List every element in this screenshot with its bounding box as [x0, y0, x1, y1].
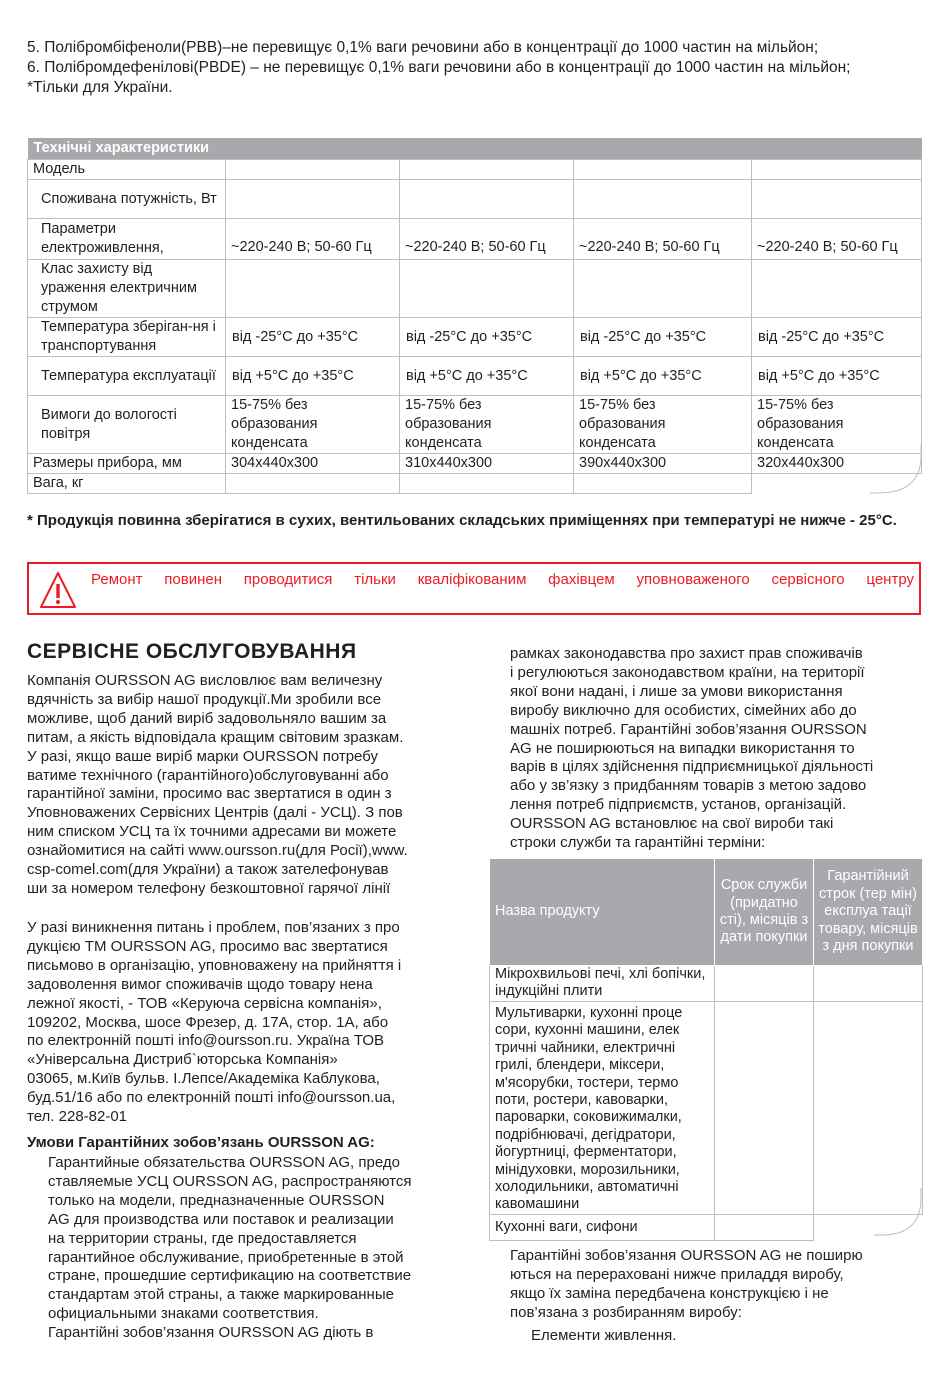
- service-paragraph-2: [27, 919, 462, 1127]
- text-line: «Універсальна Дистриб`юторська Компанія»: [27, 1051, 338, 1069]
- warning-text: Ремонт повинен проводитися тільки кваліфікованим фахівцем уповноваженого сервісного центру: [91, 571, 914, 588]
- text-line: гарантийное обслуживание, приобретенные в этой: [48, 1248, 404, 1266]
- table-cell: ~220-240 В; 50-60 Гц: [226, 219, 400, 260]
- text-line: задоволення вимог споживачів щодо товару нена: [27, 975, 373, 993]
- repair-warning-box: [27, 562, 921, 615]
- text-line: У разі виникнення питань і проблем, пов’язаних з про: [27, 919, 400, 936]
- text-line: Гарантійні зобов’язання OURSSON AG не поширю: [510, 1247, 863, 1264]
- text-line: 109202, Москва, шосе Фрезер, д. 17А, стор. 1А, або: [27, 1013, 389, 1031]
- warranty-header-product: Назва продукту: [490, 859, 715, 966]
- table-cell: від +5°C до +35°C: [574, 357, 752, 396]
- text-line: якої вони надані, і лише за умови використання: [510, 682, 843, 700]
- table-cell: [400, 260, 574, 318]
- table-cell: [574, 260, 752, 318]
- table-corner-curve: [870, 444, 922, 494]
- table-cell: [574, 180, 752, 219]
- table-cell: [400, 160, 574, 180]
- text-line: ються на перераховані нижче приладдя виробу,: [510, 1265, 844, 1283]
- table-cell: [574, 160, 752, 180]
- storage-note: * Продукція повинна зберігатися в сухих, вентильованих складських приміщеннях при температурі не нижче - 25°C.: [27, 512, 897, 529]
- table-cell: від +5°C до +35°C: [400, 357, 574, 396]
- specifications-table: [27, 138, 922, 494]
- text-line: гарантійної заміни, просимо вас звертатися в один з: [27, 785, 392, 803]
- table-row: [28, 474, 922, 494]
- text-line: питам, а якість відповідала кращим світовим зразкам.: [27, 728, 404, 746]
- table-row: [28, 318, 922, 357]
- table-cell: від +5°C до +35°C: [226, 357, 400, 396]
- specifications-title: Технічні характеристики: [28, 138, 922, 160]
- text-line: AG не поширюються на випадки використання то: [510, 739, 855, 757]
- row-label: Модель: [28, 160, 226, 180]
- text-line: по електронній пошті info@oursson.ru. Україна ТОВ: [27, 1032, 385, 1050]
- table-cell: 15-75% без образования конденсата: [226, 396, 400, 454]
- row-label: Параметри електроживлення,: [28, 219, 226, 260]
- table-cell: 15-75% без образования конденсата: [574, 396, 752, 454]
- table-cell: [752, 160, 922, 180]
- table-cell: [226, 160, 400, 180]
- intro-note: *Тільки для України.: [27, 79, 173, 96]
- table-cell: 390x440x300: [574, 454, 752, 474]
- text-line: Уповноважених Сервісних Центрів (далі - УСЦ). З пов: [27, 804, 403, 822]
- table-row: [28, 219, 922, 260]
- text-line: або у зв’язку з придбанням товарів з метою задово: [510, 777, 867, 795]
- intro-line-5: 5. Полібромбіфеноли(PBB)–не перевищує 0,1% ваги речовини або в концентрації до 1000 частин на мільйон;: [27, 39, 819, 56]
- row-label: Вимоги до вологості повітря: [28, 396, 226, 454]
- text-line: ши за номером телефону безкоштовної гарячої лінії: [27, 879, 391, 897]
- table-row: [28, 454, 922, 474]
- exclusion-item: Елементи живлення.: [531, 1327, 677, 1344]
- table-cell: [752, 180, 922, 219]
- table-row: [490, 1214, 923, 1240]
- table-row: [28, 260, 922, 318]
- text-line: стандартам этой страны, а также маркированные: [48, 1286, 394, 1304]
- conditions-title: Умови Гарантійних зобов’язань OURSSON AG:: [27, 1134, 375, 1151]
- product-name: Кухонні ваги, сифони: [490, 1214, 715, 1240]
- table-cell: 15-75% без образования конденсата: [752, 396, 922, 454]
- table-cell: [715, 966, 814, 1002]
- table-row: [28, 160, 922, 180]
- service-right-paragraph: [510, 645, 922, 853]
- warning-triangle-icon: [39, 570, 77, 610]
- text-line: только на модели, предназначенные OURSSON: [48, 1191, 385, 1209]
- table-cell: від -25°C до +35°C: [226, 318, 400, 357]
- text-line: AG для производства или поставок и реализации: [48, 1210, 394, 1228]
- table-cell: [226, 180, 400, 219]
- row-label: Размеры прибора, мм: [28, 454, 226, 474]
- table-cell: ~220-240 В; 50-60 Гц: [752, 219, 922, 260]
- table-cell: [814, 966, 923, 1002]
- text-line: строки служби та гарантійні терміни:: [510, 834, 766, 852]
- text-line: Компанія OURSSON AG висловлює вам величезну: [27, 672, 383, 689]
- table-row: [28, 396, 922, 454]
- table-cell: [400, 474, 574, 494]
- warranty-table: [489, 858, 923, 1241]
- table-cell: [226, 260, 400, 318]
- intro-notes: [27, 38, 927, 98]
- product-name: Мультиварки, кухонні проце сори, кухонні машини, елек тричні чайники, електричні грилі, блендери, міксери, м'ясорубки, тостери, термо поти, ростери, кавоварки, пароварки, соковижималки, подрібнювачі, дегідратори, йогуртниці, ферментатори, мінідуховки, морозильники, холодильники, автоматичні кавомашини: [490, 1002, 715, 1215]
- row-label: Вага, кг: [28, 474, 226, 494]
- text-line: Гарантійні зобов’язання OURSSON AG діють в: [48, 1324, 374, 1342]
- text-line: У разі, якщо ваше виріб марки OURSSON потребу: [27, 747, 378, 765]
- text-line: рамках законодавства про захист прав споживачів: [510, 645, 863, 662]
- text-line: ознайомитися на сайті www.oursson.ru(для Росії),www.: [27, 842, 408, 860]
- row-label: Температура експлуатації: [28, 357, 226, 396]
- text-line: варів в цілях здійснення підприємницької діяльності: [510, 758, 874, 776]
- table-cell: 310x440x300: [400, 454, 574, 474]
- text-line: csp-comel.com(для України) а також зателефонував: [27, 861, 389, 879]
- table-cell: [574, 474, 752, 494]
- text-line: ставляемые УСЦ OURSSON AG, распространяются: [48, 1172, 412, 1190]
- table-row: [490, 966, 923, 1002]
- table-cell: ~220-240 В; 50-60 Гц: [400, 219, 574, 260]
- table-cell: [400, 180, 574, 219]
- table-row: [28, 357, 922, 396]
- text-line: буд.51/16 або по електронній пошті info@oursson.ua,: [27, 1089, 396, 1107]
- text-line: стране, прошедшие сертификацию на соответствие: [48, 1267, 412, 1285]
- table-row: [28, 180, 922, 219]
- warranty-header-life: Срок служби (придатно сті), місяців з дати покупки: [715, 859, 814, 966]
- table-cell: [752, 260, 922, 318]
- text-line: письмово в організацію, уповноважену на прийняття і: [27, 956, 402, 974]
- text-line: лення потреб підприємств, установ, організацій.: [510, 796, 847, 814]
- table-cell: [226, 474, 400, 494]
- service-paragraph-1: [27, 672, 462, 899]
- exclusions-paragraph: [510, 1247, 922, 1323]
- row-label: Температура зберіган-ня і транспортування: [28, 318, 226, 357]
- text-line: лежної якості, - ТОВ «Керуюча сервісна компанія»,: [27, 994, 382, 1012]
- table-cell: [715, 1002, 814, 1215]
- text-line: вдячність за вибір нашої продукції.Ми зробили все: [27, 690, 382, 708]
- table-cell: ~220-240 В; 50-60 Гц: [574, 219, 752, 260]
- text-line: виробу виключно для особистих, сімейних або до: [510, 701, 857, 719]
- text-line: на территории страны, где предоставляется: [48, 1229, 357, 1247]
- service-title: СЕРВІСНЕ ОБСЛУГОВУВАННЯ: [27, 640, 357, 663]
- conditions-paragraph: [48, 1154, 468, 1343]
- table-cell: від -25°C до +35°C: [752, 318, 922, 357]
- text-line: і регулюються законодавством країни, на території: [510, 663, 865, 681]
- text-line: OURSSON AG встановлює на свої вироби такі: [510, 815, 834, 833]
- intro-line-6: 6. Полібромдефенілові(PBDE) – не перевищує 0,1% ваги речовини або в концентрації до 1000 частин на мільйон;: [27, 59, 851, 76]
- product-name: Мікрохвильові печі, хлі бопічки, індукційні плити: [490, 966, 715, 1002]
- table-cell: [715, 1214, 814, 1240]
- text-line: тел. 228-82-01: [27, 1108, 128, 1126]
- text-line: машніх потреб. Гарантійні зобов’язання OURSSON: [510, 720, 867, 738]
- table-cell: від -25°C до +35°C: [400, 318, 574, 357]
- text-line: ним списком УСЦ та їх точними адресами ви можете: [27, 823, 397, 841]
- table-cell: від -25°C до +35°C: [574, 318, 752, 357]
- text-line: Гарантийные обязательства OURSSON AG, предо: [48, 1154, 400, 1171]
- warranty-header-warranty: Гарантійний строк (тер мін) експлуа тації товару, місяців з дня покупки: [814, 859, 923, 966]
- table-corner-curve: [874, 1188, 922, 1236]
- table-cell: 15-75% без образования конденсата: [400, 396, 574, 454]
- text-line: официальными знаками соответствия.: [48, 1305, 319, 1323]
- table-row: [490, 1002, 923, 1215]
- text-line: можливе, щоб даний виріб задовольняло вашим за: [27, 709, 387, 727]
- text-line: ватиме технічного (гарантійного)обслуговуванні або: [27, 766, 389, 784]
- table-cell: [814, 1002, 923, 1215]
- row-label: Клас захисту від ураження електричним струмом: [28, 260, 226, 318]
- table-cell: від +5°C до +35°C: [752, 357, 922, 396]
- table-cell: 320x440x300: [752, 454, 922, 474]
- text-line: дукцією ТМ OURSSON AG, просимо вас звертатися: [27, 937, 388, 955]
- row-label: Споживана потужність, Вт: [28, 180, 226, 219]
- text-line: пов’язана з розбиранням виробу:: [510, 1303, 742, 1321]
- table-cell: 304x440x300: [226, 454, 400, 474]
- text-line: якщо їх заміна передбачена конструкцією і не: [510, 1284, 829, 1302]
- text-line: 03065, м.Київ бульв. І.Лепсе/Академіка Каблукова,: [27, 1070, 380, 1088]
